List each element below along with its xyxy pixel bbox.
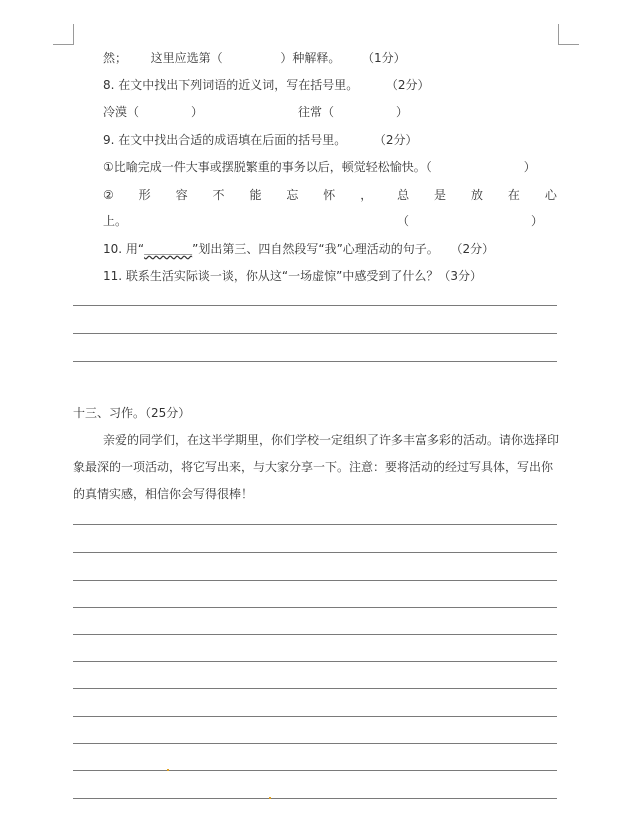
answer-line[interactable]: [73, 333, 557, 334]
q8-word1: 冷漠（: [103, 105, 140, 119]
q9-item2-char: 怀: [323, 188, 336, 202]
section13-para-line3: [73, 486, 253, 502]
q9-item2-char: 在: [507, 188, 520, 202]
q11-text: 11. 联系生活实际谈一谈，你从这“一场虚惊”中感受到了什么？（3分）: [103, 269, 482, 283]
answer-line[interactable]: [73, 305, 557, 306]
q9-item2-char: 忘: [286, 188, 299, 202]
q10-suffix: ”划出第三、四自然段写“我”心理活动的句子。: [192, 242, 439, 256]
stray-mark: [167, 769, 169, 771]
q7-score: （1分）: [362, 51, 406, 65]
q9-item2-char: ②: [103, 188, 114, 202]
q9-item2-char: 心: [544, 188, 557, 202]
q11-question: [103, 268, 482, 284]
q9-item1-close: ）: [523, 160, 536, 174]
writing-line[interactable]: [73, 688, 557, 689]
q9-item2-char: 形: [138, 188, 151, 202]
q10-question: [103, 241, 494, 257]
q7-text-part2: 这里应选第（: [150, 51, 223, 65]
q9-item2-char: 不: [212, 188, 225, 202]
section13-title-text: 十三、习作。（25分）: [73, 406, 191, 420]
writing-line[interactable]: [73, 607, 557, 608]
q10-prefix: 10. 用“: [103, 242, 145, 256]
q9-question: [103, 132, 418, 148]
q8-close2: ）: [396, 105, 409, 119]
q8-score: （2分）: [385, 78, 430, 92]
q9-item2-tail: 上。: [103, 214, 128, 228]
section13-para-line2: [73, 459, 553, 475]
writing-line[interactable]: [73, 770, 557, 771]
q9-title: 9. 在文中找出合适的成语填在后面的括号里。: [103, 133, 347, 147]
stray-mark: [269, 797, 271, 799]
q9-item2-line1: [103, 187, 557, 203]
q7-text-part3: ）种解释。: [280, 51, 341, 65]
q8-question: [103, 77, 430, 93]
q9-item2-char: 总: [397, 188, 410, 202]
writing-line[interactable]: [73, 634, 557, 635]
q8-close1: ）: [191, 105, 204, 119]
crop-mark-top-right: [558, 24, 579, 45]
section13-para-text3: 的真情实感，相信你会写得很棒！: [73, 487, 254, 501]
q7-answer-line: [103, 50, 406, 66]
q8-word2: 往常（: [298, 105, 335, 119]
crop-mark-top-left: [53, 24, 74, 45]
q7-text-part1: 然；: [103, 51, 128, 65]
q9-item2-open: （: [397, 214, 410, 228]
q9-item2-char: 能: [249, 188, 262, 202]
q8-answer-line: [103, 104, 203, 120]
section13-para-text2: 象最深的一项活动，将它写出来，与大家分享一下。注意：要将活动的经过写具体，写出你: [73, 460, 554, 474]
q9-item1-text: ①比喻完成一件大事或摆脱繁重的事务以后，顿觉轻松愉快。（: [103, 160, 432, 174]
section13-para-text1: 亲爱的同学们，在这半学期里，你们学校一定组织了许多丰富多彩的活动。请你选择印: [103, 433, 560, 447]
q10-score: （2分）: [450, 242, 495, 256]
q9-item1: [103, 159, 536, 175]
writing-line[interactable]: [73, 552, 557, 553]
q9-score: （2分）: [373, 133, 418, 147]
section13-para-line1: [103, 432, 559, 448]
writing-line[interactable]: [73, 524, 557, 525]
writing-line[interactable]: [73, 716, 557, 717]
answer-line[interactable]: [73, 361, 557, 362]
section13-title: [73, 405, 190, 421]
q9-item2-char: 容: [175, 188, 188, 202]
q8-answer-line-2: [298, 104, 408, 120]
q9-item2-close: ）: [531, 214, 544, 228]
q9-item2-bracket: [397, 213, 543, 229]
q9-item2-char: 放: [470, 188, 483, 202]
q10-wavy-mark: ＿＿＿＿: [144, 242, 193, 256]
q9-item2-line2: [103, 213, 127, 229]
writing-line[interactable]: [73, 661, 557, 662]
q9-item2-char: ，: [360, 188, 373, 202]
q9-item2-char: 是: [434, 188, 447, 202]
writing-line[interactable]: [73, 798, 557, 799]
writing-line[interactable]: [73, 580, 557, 581]
writing-line[interactable]: [73, 743, 557, 744]
q8-title: 8. 在文中找出下列词语的近义词，写在括号里。: [103, 78, 359, 92]
